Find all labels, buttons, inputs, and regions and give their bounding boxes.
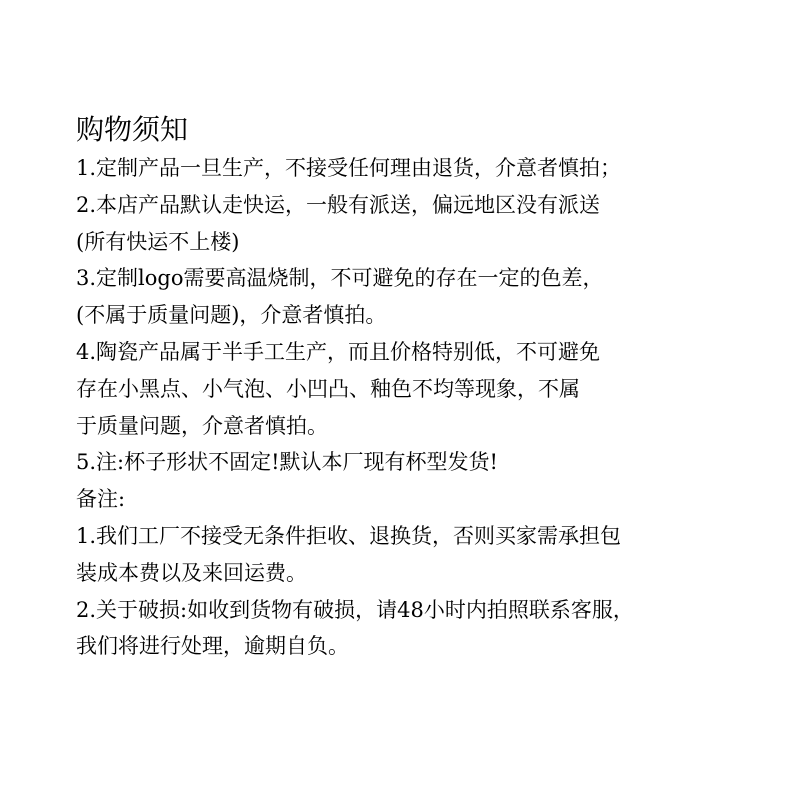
remarks-heading: 备注: bbox=[76, 487, 126, 512]
notice-line: 5.注:杯子形状不固定!默认本厂现有杯型发货! bbox=[76, 450, 498, 475]
notice-line: 于质量问题，介意者慎拍。 bbox=[76, 413, 328, 438]
notice-line: (所有快运不上楼) bbox=[76, 229, 240, 254]
notice-line: 3.定制logo需要高温烧制，不可避免的存在一定的色差， bbox=[76, 266, 604, 291]
notice-line: 1.我们工厂不接受无条件拒收、退换货，否则买家需承担包 bbox=[76, 523, 622, 548]
notice-line: (不属于质量问题)，介意者慎拍。 bbox=[76, 303, 387, 328]
notice-line: 存在小黑点、小气泡、小凹凸、釉色不均等现象，不属 bbox=[76, 376, 580, 401]
notice-line: 1.定制产品一旦生产，不接受任何理由退货，介意者慎拍； bbox=[76, 156, 622, 180]
notice-line: 装成本费以及来回运费。 bbox=[76, 560, 307, 585]
notice-line: 2.关于破损:如收到货物有破损，请48小时内拍照联系客服， bbox=[76, 597, 634, 622]
notice-line: 2.本店产品默认走快运，一般有派送，偏远地区没有派送 bbox=[76, 192, 601, 217]
notice-title: 购物须知 bbox=[76, 113, 189, 146]
notice-line: 我们将进行处理，逾期自负。 bbox=[76, 634, 349, 659]
shopping-notice bbox=[76, 112, 776, 665]
notice-line: 4.陶瓷产品属于半手工生产，而且价格特别低，不可避免 bbox=[76, 339, 601, 364]
